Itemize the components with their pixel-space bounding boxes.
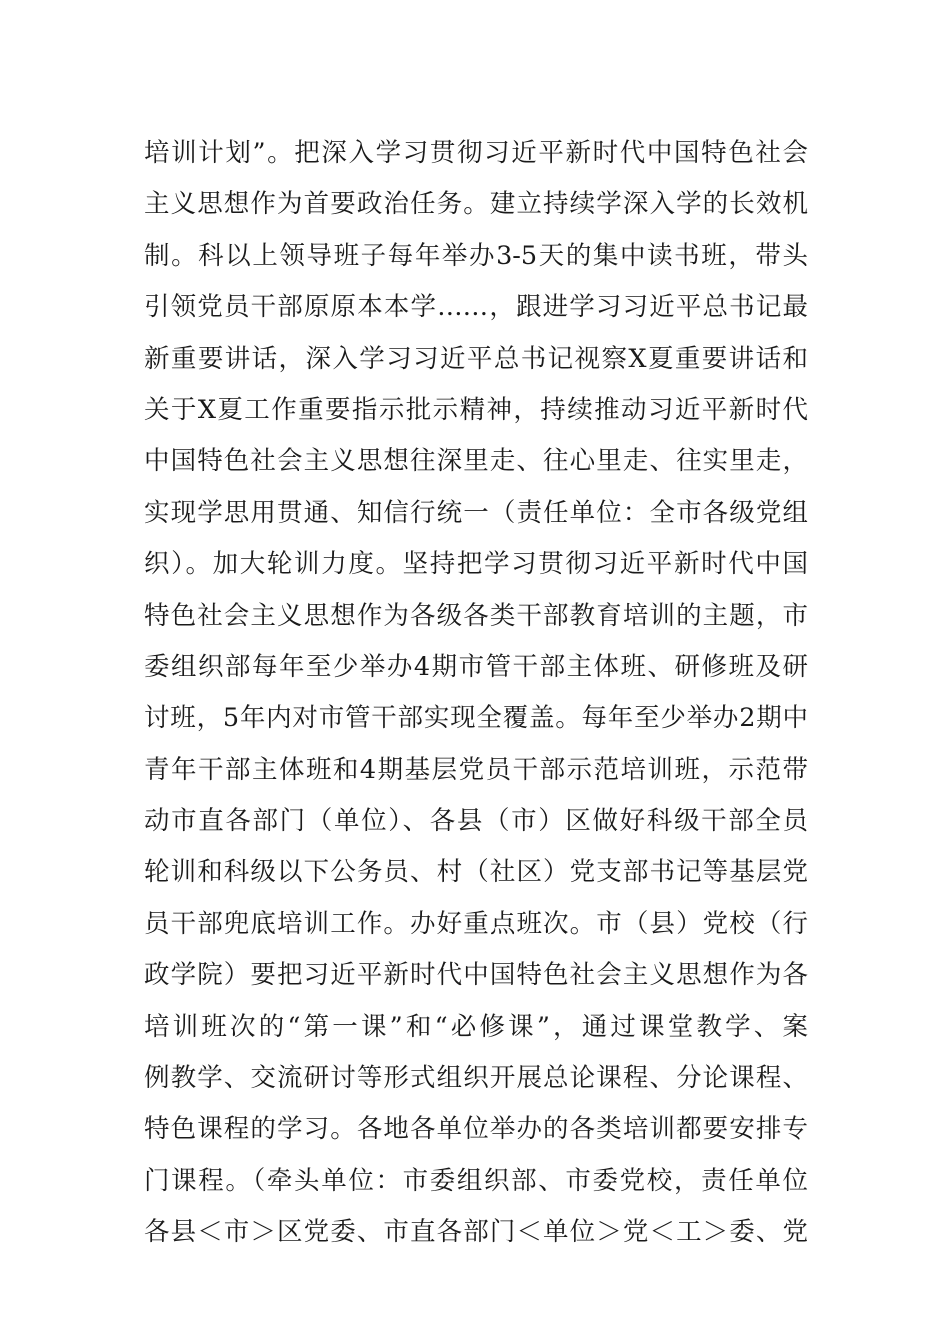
text-line-9: 织）。加大轮训力度。坚持把学习贯彻习近平新时代中国: [144, 549, 808, 580]
text-line-5: 新重要讲话，深入学习习近平总书记视察X夏重要讲话和: [144, 343, 808, 374]
text-line-12: 讨班，5年内对市管干部实现全覆盖。每年至少举办2期中: [144, 703, 808, 734]
text-line-16: 员干部兜底培训工作。办好重点班次。市（县）党校（行: [144, 908, 808, 939]
text-line-6: 关于X夏工作重要指示批示精神，持续推动习近平新时代: [144, 394, 808, 425]
body-text: [144, 128, 808, 1259]
text-line-4: 引领党员干部原原本本学……，跟进学习习近平总书记最: [144, 292, 808, 323]
text-line-3: 制。科以上领导班子每年举办3-5天的集中读书班，带头: [144, 240, 808, 271]
text-line-10: 特色社会主义思想作为各级各类干部教育培训的主题，市: [144, 600, 808, 631]
text-line-20: 特色课程的学习。各地各单位举办的各类培训都要安排专: [144, 1114, 808, 1145]
text-line-18: 培训班次的“第一课”和“必修课”，通过课堂教学、案: [144, 1011, 808, 1042]
text-line-7: 中国特色社会主义思想往深里走、往心里走、往实里走，: [144, 446, 808, 477]
text-line-14: 动市直各部门（单位）、各县（市）区做好科级干部全员: [144, 806, 808, 837]
text-line-1: 培训计划”。把深入学习贯彻习近平新时代中国特色社会: [144, 138, 808, 168]
text-line-8: 实现学思用贯通、知信行统一（责任单位：全市各级党组: [144, 497, 808, 528]
text-line-17: 政学院）要把习近平新时代中国特色社会主义思想作为各: [144, 960, 808, 991]
text-line-2: 主义思想作为首要政治任务。建立持续学深入学的长效机: [144, 189, 808, 220]
text-line-19: 例教学、交流研讨等形式组织开展总论课程、分论课程、: [144, 1063, 808, 1094]
text-line-22: 各县＜市＞区党委、市直各部门＜单位＞党＜工＞委、党: [144, 1217, 808, 1248]
text-line-11: 委组织部每年至少举办4期市管干部主体班、研修班及研: [144, 651, 808, 682]
text-line-15: 轮训和科级以下公务员、村（社区）党支部书记等基层党: [144, 857, 808, 888]
text-line-21: 门课程。（牵头单位：市委组织部、市委党校，责任单位: [144, 1165, 808, 1196]
text-line-13: 青年干部主体班和4期基层党员干部示范培训班，示范带: [144, 754, 808, 785]
